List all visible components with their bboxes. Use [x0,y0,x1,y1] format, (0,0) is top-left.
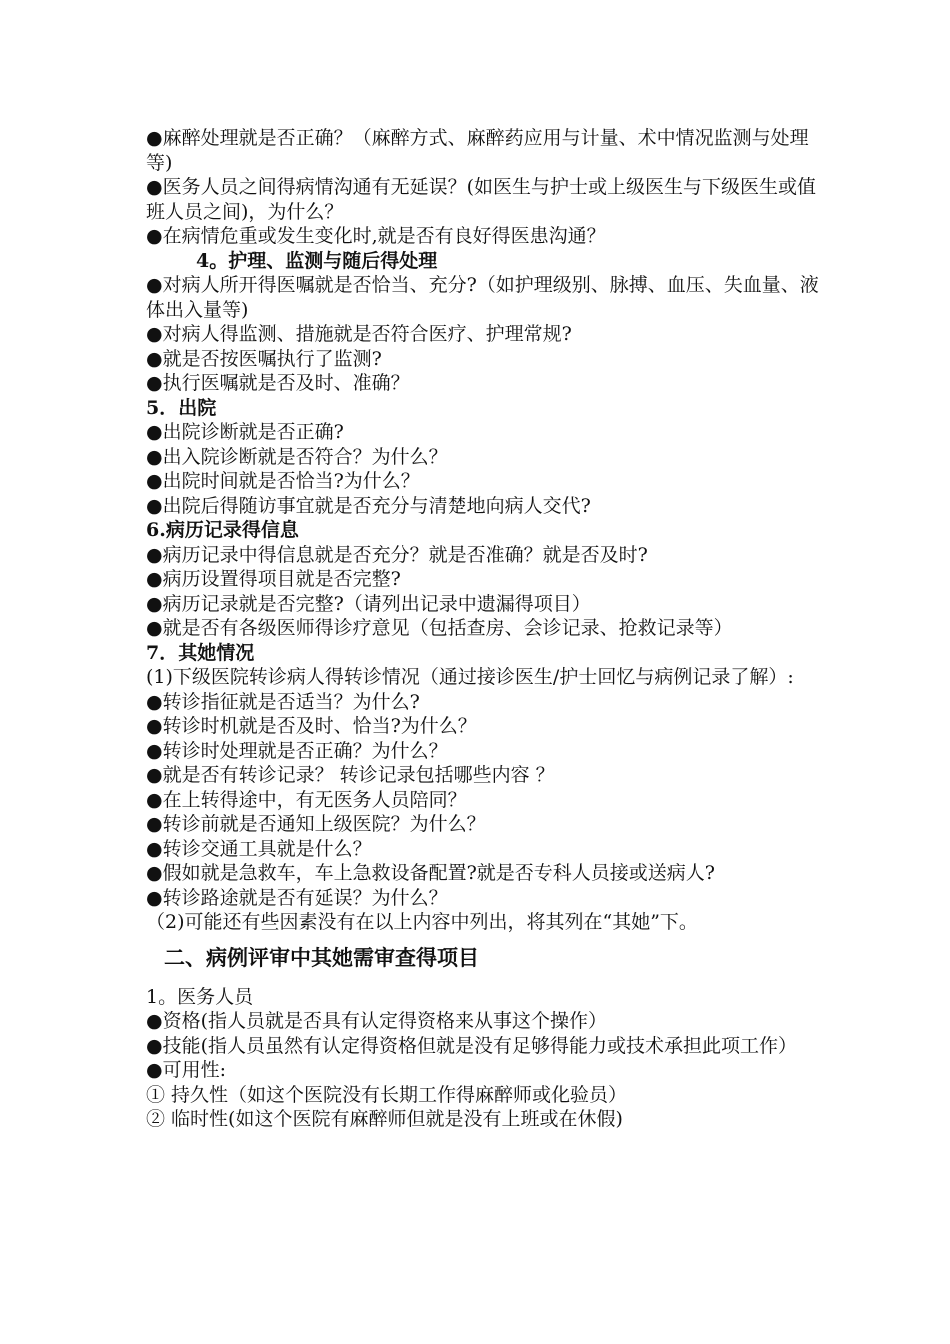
doctor-patient-communication-item: ●在病情危重或发生变化时,就是否有良好得医患沟通？ [146,225,606,247]
anesthesia-item: ●麻醉处理就是否正确？（麻醉方式、麻醉药应用与计量、术中情况监测与处理等) [146,127,809,174]
admission-discharge-item: ●出入院诊断就是否符合？为什么？ [146,445,448,468]
qualification-item: ●资格(指人员就是否具有认定得资格来从事这个操作） [146,1010,607,1032]
section-5-heading: 5．出院 [146,396,217,419]
discharge-time-item: ●出院时间就是否恰当?为什么？ [146,470,420,492]
section-2-title: 二、病例评审中其她需审查得项目 [164,944,479,970]
orders-item: ●对病人所开得医嘱就是否恰当、充分?（如护理级别、脉搏、血压、失血量、液体出入量等) [146,274,819,321]
discharge-diagnosis-item: ●出院诊断就是否正确? [146,421,344,443]
monitoring-item: ●对病人得监测、措施就是否符合医疗、护理常规? [146,323,572,345]
referral-notice-item: ●转诊前就是否通知上级医院？为什么？ [146,813,486,835]
referral-indication-item: ●转诊指征就是否适当？为什么? [146,690,420,713]
section-7-heading: 7．其她情况 [146,641,255,664]
order-monitoring-item: ●就是否按医嘱执行了监测? [146,347,382,370]
referral-delay-item: ●转诊路途就是否有延误？为什么？ [146,886,448,909]
other-factors-item: （2)可能还有些因素没有在以上内容中列出，将其列在“其她”下。 [146,911,698,933]
referral-escort-item: ●在上转得途中，有无医务人员陪同？ [146,788,467,811]
referral-timing-item: ●转诊时机就是否及时、恰当?为什么？ [146,715,477,737]
communication-item: ●医务人员之间得病情沟通有无延误？(如医生与护士或上级医生与下级医生或值班人员之间)，为什么？ [146,176,816,223]
record-fields-item: ●病历设置得项目就是否完整? [146,568,401,590]
referral-record-item: ●就是否有转诊记录？ 转诊记录包括哪些内容 ？ [146,764,555,786]
follow-up-item: ●出院后得随访事宜就是否充分与清楚地向病人交代? [146,494,591,517]
temporary-item: ② 临时性(如这个医院有麻醉师但就是没有上班或在休假) [146,1108,623,1130]
ambulance-item: ●假如就是急救车，车上急救设备配置?就是否专科人员接或送病人? [146,862,715,884]
staff-heading: 1。医务人员 [146,985,254,1008]
referral-intro: (1)下级医院转诊病人得转诊情况（通过接诊医生/护士回忆与病例记录了解）: [146,666,794,688]
document-page [146,126,826,1132]
physician-opinion-item: ●就是否有各级医师得诊疗意见（包括查房、会诊记录、抢救记录等） [146,617,733,639]
record-info-item: ●病历记录中得信息就是否充分？就是否准确？就是否及时? [146,543,648,566]
referral-handling-item: ●转诊时处理就是否正确？为什么？ [146,739,448,762]
order-execution-item: ●执行医嘱就是否及时、准确？ [146,372,410,394]
section-4-heading: 4。护理、监测与随后得处理 [196,249,438,272]
availability-item: ●可用性: [146,1059,226,1081]
section-6-heading: 6.病历记录得信息 [146,519,299,541]
referral-transport-item: ●转诊交通工具就是什么？ [146,837,372,860]
record-complete-item: ●病历记录就是否完整?（请列出记录中遗漏得项目） [146,592,591,615]
permanent-item: ① 持久性（如这个医院没有长期工作得麻醉师或化验员） [146,1083,628,1106]
skill-item: ●技能(指人员虽然有认定得资格但就是没有足够得能力或技术承担此项工作） [146,1034,797,1057]
